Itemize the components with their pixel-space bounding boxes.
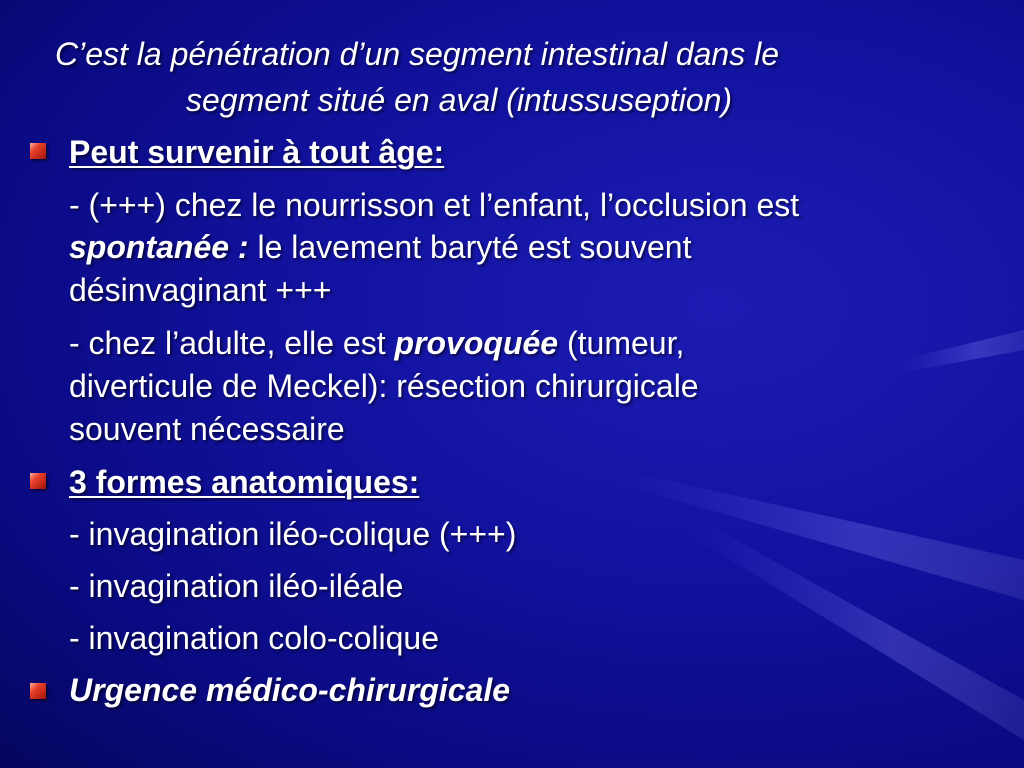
infant-line-2 (69, 225, 691, 269)
spontanee-emphasis: spontanée : (69, 229, 249, 265)
square-bullet-icon (30, 473, 46, 489)
heading-forms: 3 formes anatomiques: (69, 464, 420, 500)
adult-line-2: diverticule de Meckel): résection chirurgicale (69, 368, 699, 404)
provoquee-emphasis: provoquée (394, 325, 559, 361)
adult-line-3: souvent nécessaire (69, 411, 345, 447)
infant-line-1: - (+++) chez le nourrisson et l’enfant, l’occlusion est (69, 187, 800, 223)
square-bullet-icon (30, 143, 46, 159)
intro-line-1: C’est la pénétration d’un segment intestinal dans le (55, 36, 779, 72)
form-item-3: - invagination colo-colique (69, 620, 439, 656)
adult-line-1-start: - chez l’adulte, elle est (69, 325, 395, 361)
infant-line-3: désinvaginant +++ (69, 272, 332, 308)
infant-line-2-rest: le lavement baryté est souvent (248, 229, 692, 265)
adult-line-1 (69, 321, 684, 365)
form-item-1: - invagination iléo-colique (+++) (69, 516, 517, 552)
heading-age: Peut survenir à tout âge: (69, 134, 445, 170)
intro-line-2: segment situé en aval (intussuseption) (186, 82, 733, 118)
form-item-2: - invagination iléo-iléale (69, 568, 404, 604)
adult-line-1-end: (tumeur, (558, 325, 685, 361)
square-bullet-icon (30, 683, 46, 699)
conclusion: Urgence médico-chirurgicale (69, 672, 511, 708)
